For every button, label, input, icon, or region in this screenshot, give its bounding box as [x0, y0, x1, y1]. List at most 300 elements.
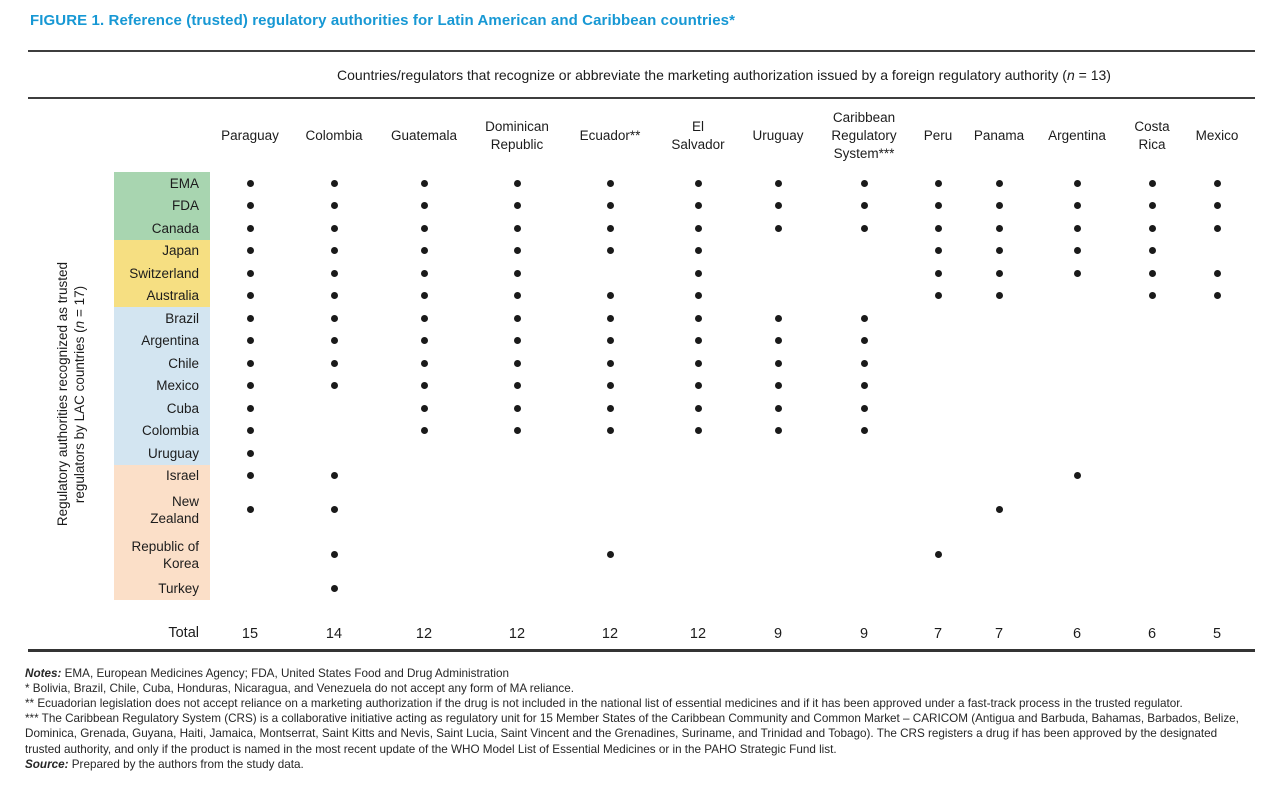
- dot: [695, 292, 702, 299]
- total-value: 7: [933, 625, 943, 642]
- total-value: 5: [1212, 625, 1222, 642]
- dot-cell: [210, 397, 290, 420]
- dot: [247, 405, 254, 412]
- dot-cell: [656, 375, 740, 398]
- empty-cell: [964, 330, 1034, 353]
- dot: [607, 427, 614, 434]
- dot: [514, 405, 521, 412]
- dot: [514, 427, 521, 434]
- table-row-uruguay: [114, 442, 1250, 465]
- dot: [996, 247, 1003, 254]
- table-row-japan: [114, 240, 1250, 263]
- dot: [514, 202, 521, 209]
- dot-cell: [656, 352, 740, 375]
- table-row-argentina: [114, 330, 1250, 353]
- dot-cell: [1034, 172, 1120, 195]
- dot-cell: [656, 307, 740, 330]
- dot-cell: [964, 195, 1034, 218]
- dot-cell: [1184, 217, 1250, 240]
- dot-cell: [1034, 240, 1120, 263]
- dot: [607, 382, 614, 389]
- dot-cell: [1120, 262, 1184, 285]
- empty-cell: [210, 532, 290, 577]
- total-value: 9: [773, 625, 783, 642]
- bottom-rule: [28, 649, 1255, 652]
- empty-cell: [1120, 487, 1184, 532]
- dot-cell: [656, 217, 740, 240]
- dot: [775, 382, 782, 389]
- dot-cell: [470, 262, 564, 285]
- dot: [1149, 202, 1156, 209]
- dot-cell: [564, 330, 656, 353]
- dot: [607, 292, 614, 299]
- empty-cell: [964, 352, 1034, 375]
- dot-cell: [964, 285, 1034, 308]
- empty-cell: [470, 442, 564, 465]
- dot: [1074, 180, 1081, 187]
- dot-cell: [1034, 465, 1120, 488]
- dot-cell: [378, 240, 470, 263]
- dot: [247, 180, 254, 187]
- dot: [331, 360, 338, 367]
- dot: [1149, 247, 1156, 254]
- dot: [775, 337, 782, 344]
- empty-cell: [964, 397, 1034, 420]
- footnote-line: * Bolivia, Brazil, Chile, Cuba, Honduras, Nicaragua, and Venezuela do not accept any form of MA reliance.: [25, 681, 574, 695]
- empty-cell: [470, 577, 564, 600]
- column-header-el-salvador: El Salvador: [671, 118, 725, 152]
- dot-cell: [564, 240, 656, 263]
- table-row-colombia: [114, 420, 1250, 443]
- dot-cell: [1184, 285, 1250, 308]
- dot-cell: [378, 307, 470, 330]
- empty-cell: [1184, 487, 1250, 532]
- empty-cell: [912, 465, 964, 488]
- dot: [331, 506, 338, 513]
- row-label: Mexico: [114, 375, 210, 398]
- dot: [514, 292, 521, 299]
- empty-cell: [1120, 397, 1184, 420]
- dot-cell: [740, 217, 816, 240]
- dot: [695, 427, 702, 434]
- empty-cell: [1184, 330, 1250, 353]
- table-row-australia: [114, 285, 1250, 308]
- dot: [935, 225, 942, 232]
- dot-cell: [564, 397, 656, 420]
- dot: [607, 551, 614, 558]
- dot: [996, 180, 1003, 187]
- empty-cell: [964, 307, 1034, 330]
- dot-cell: [912, 285, 964, 308]
- dot-cell: [964, 217, 1034, 240]
- column-header-mexico: Mexico: [1195, 127, 1239, 143]
- dot-cell: [740, 172, 816, 195]
- dot-cell: [290, 465, 378, 488]
- column-header-guatemala: Guatemala: [390, 127, 458, 143]
- dot-cell: [290, 172, 378, 195]
- empty-cell: [1184, 240, 1250, 263]
- table-row-brazil: [114, 307, 1250, 330]
- dot: [775, 360, 782, 367]
- dot: [331, 337, 338, 344]
- dot-cell: [290, 375, 378, 398]
- column-header-panama: Panama: [973, 127, 1025, 143]
- empty-cell: [740, 285, 816, 308]
- dot: [695, 315, 702, 322]
- dot-cell: [740, 330, 816, 353]
- dot-cell: [816, 352, 912, 375]
- dot-matrix-table: [114, 99, 1250, 649]
- empty-cell: [816, 442, 912, 465]
- dot: [1214, 292, 1221, 299]
- empty-cell: [1120, 352, 1184, 375]
- empty-cell: [1034, 285, 1120, 308]
- dot: [421, 427, 428, 434]
- dot: [775, 427, 782, 434]
- dot: [331, 270, 338, 277]
- empty-cell: [1034, 577, 1120, 600]
- dot: [861, 337, 868, 344]
- dot: [861, 360, 868, 367]
- dot-cell: [210, 442, 290, 465]
- empty-cell: [1120, 465, 1184, 488]
- empty-cell: [1034, 532, 1120, 577]
- dot-cell: [1120, 195, 1184, 218]
- dot-cell: [1120, 240, 1184, 263]
- empty-cell: [912, 487, 964, 532]
- dot: [331, 382, 338, 389]
- empty-cell: [1034, 397, 1120, 420]
- dot-cell: [210, 330, 290, 353]
- empty-cell: [1184, 442, 1250, 465]
- dot: [775, 180, 782, 187]
- dot: [421, 247, 428, 254]
- table-row-switzerland: [114, 262, 1250, 285]
- dot-cell: [210, 375, 290, 398]
- empty-cell: [912, 420, 964, 443]
- empty-cell: [964, 532, 1034, 577]
- empty-cell: [912, 375, 964, 398]
- footnote-prefix: Source:: [25, 757, 69, 771]
- row-label: Switzerland: [114, 262, 210, 285]
- dot-cell: [816, 330, 912, 353]
- dot-cell: [290, 352, 378, 375]
- dot: [861, 427, 868, 434]
- empty-cell: [1184, 420, 1250, 443]
- dot: [996, 202, 1003, 209]
- column-header-paraguay: Paraguay: [221, 127, 279, 143]
- empty-cell: [1120, 330, 1184, 353]
- dot-cell: [378, 330, 470, 353]
- dot-cell: [210, 240, 290, 263]
- dot-cell: [564, 352, 656, 375]
- table-row-turkey: [114, 577, 1250, 600]
- dot: [775, 225, 782, 232]
- empty-cell: [210, 577, 290, 600]
- empty-cell: [564, 465, 656, 488]
- empty-cell: [656, 442, 740, 465]
- column-header-uruguay: Uruguay: [752, 127, 804, 143]
- dot-cell: [210, 262, 290, 285]
- empty-cell: [1120, 307, 1184, 330]
- dot: [1214, 225, 1221, 232]
- dot-matrix-zone: [28, 99, 1255, 649]
- dot: [421, 180, 428, 187]
- empty-cell: [1184, 352, 1250, 375]
- empty-cell: [378, 487, 470, 532]
- dot-cell: [816, 397, 912, 420]
- row-label: Turkey: [114, 577, 210, 600]
- dot: [421, 270, 428, 277]
- footnotes-block: [25, 666, 1255, 772]
- dot-cell: [470, 217, 564, 240]
- dot-cell: [210, 285, 290, 308]
- dot: [1074, 247, 1081, 254]
- dot-cell: [1184, 262, 1250, 285]
- dot-cell: [210, 352, 290, 375]
- dot: [775, 405, 782, 412]
- dot: [861, 382, 868, 389]
- dot: [514, 180, 521, 187]
- empty-cell: [964, 577, 1034, 600]
- row-label: FDA: [114, 195, 210, 218]
- dot-cell: [564, 375, 656, 398]
- dot-cell: [656, 285, 740, 308]
- dot: [1074, 202, 1081, 209]
- empty-cell: [964, 465, 1034, 488]
- dot-cell: [378, 352, 470, 375]
- footnote-line: ** Ecuadorian legislation does not accept reliance on a marketing authorization if the drug is not included in the national list of essential medicines and if it has been approved under a fast-track process in the trusted regulator.: [25, 696, 1183, 710]
- dot: [775, 202, 782, 209]
- table-row-republic-of-korea: [114, 532, 1250, 577]
- dot: [247, 292, 254, 299]
- dot-cell: [564, 307, 656, 330]
- dot: [695, 270, 702, 277]
- dot: [695, 202, 702, 209]
- dot-cell: [470, 420, 564, 443]
- dot-cell: [290, 195, 378, 218]
- dot-cell: [740, 307, 816, 330]
- dot-cell: [740, 375, 816, 398]
- row-label: Argentina: [114, 330, 210, 353]
- total-value: 9: [859, 625, 869, 642]
- empty-cell: [378, 442, 470, 465]
- empty-cell: [740, 262, 816, 285]
- total-value: 6: [1072, 625, 1082, 642]
- empty-cell: [378, 532, 470, 577]
- total-label: Total: [168, 624, 199, 641]
- table-row-israel: [114, 465, 1250, 488]
- empty-cell: [378, 465, 470, 488]
- dot-cell: [1184, 195, 1250, 218]
- dot: [607, 180, 614, 187]
- empty-cell: [378, 577, 470, 600]
- empty-cell: [656, 577, 740, 600]
- empty-cell: [816, 487, 912, 532]
- dot-cell: [656, 420, 740, 443]
- dot: [514, 225, 521, 232]
- dot: [247, 337, 254, 344]
- dot-cell: [564, 195, 656, 218]
- empty-cell: [1034, 375, 1120, 398]
- dot-cell: [290, 285, 378, 308]
- dot: [607, 247, 614, 254]
- dot-cell: [964, 487, 1034, 532]
- dot: [247, 225, 254, 232]
- empty-cell: [470, 532, 564, 577]
- empty-cell: [564, 487, 656, 532]
- dot: [247, 472, 254, 479]
- dot: [1149, 225, 1156, 232]
- total-value: 12: [415, 625, 433, 642]
- dot-cell: [816, 307, 912, 330]
- dot-cell: [656, 172, 740, 195]
- dot: [996, 292, 1003, 299]
- dot: [331, 180, 338, 187]
- empty-cell: [564, 442, 656, 465]
- table-row-mexico: [114, 375, 1250, 398]
- dot-cell: [740, 352, 816, 375]
- empty-cell: [912, 307, 964, 330]
- dot: [514, 315, 521, 322]
- dot: [607, 225, 614, 232]
- dot-cell: [290, 307, 378, 330]
- dot: [935, 247, 942, 254]
- dot: [695, 405, 702, 412]
- dot-cell: [964, 240, 1034, 263]
- dot-cell: [1034, 217, 1120, 240]
- dot: [247, 427, 254, 434]
- dot: [421, 405, 428, 412]
- empty-cell: [816, 577, 912, 600]
- dot-cell: [816, 195, 912, 218]
- dot: [1149, 270, 1156, 277]
- dot: [514, 270, 521, 277]
- dot-cell: [1034, 195, 1120, 218]
- empty-cell: [816, 240, 912, 263]
- dot: [331, 202, 338, 209]
- row-label: Canada: [114, 217, 210, 240]
- empty-cell: [1184, 375, 1250, 398]
- dot: [331, 292, 338, 299]
- footnote-line: Source: Prepared by the authors from the study data.: [25, 757, 304, 771]
- dot-cell: [378, 217, 470, 240]
- dot-cell: [564, 172, 656, 195]
- dot-cell: [470, 172, 564, 195]
- dot-cell: [378, 420, 470, 443]
- row-label: Japan: [114, 240, 210, 263]
- dot-cell: [912, 217, 964, 240]
- dot-cell: [1184, 172, 1250, 195]
- dot-cell: [1120, 217, 1184, 240]
- empty-cell: [912, 397, 964, 420]
- dot-cell: [564, 532, 656, 577]
- dot: [421, 315, 428, 322]
- row-label: Cuba: [114, 397, 210, 420]
- dot-cell: [816, 217, 912, 240]
- dot: [1149, 180, 1156, 187]
- dot-cell: [290, 577, 378, 600]
- dot-cell: [1120, 285, 1184, 308]
- dot: [695, 337, 702, 344]
- dot: [695, 247, 702, 254]
- empty-cell: [1034, 330, 1120, 353]
- dot: [996, 225, 1003, 232]
- dot: [1214, 180, 1221, 187]
- dot: [247, 202, 254, 209]
- dot-cell: [656, 195, 740, 218]
- dot-cell: [290, 262, 378, 285]
- dot: [935, 180, 942, 187]
- empty-cell: [290, 420, 378, 443]
- empty-cell: [290, 442, 378, 465]
- empty-cell: [912, 442, 964, 465]
- empty-cell: [1120, 532, 1184, 577]
- row-label: Colombia: [114, 420, 210, 443]
- column-header-colombia: Colombia: [305, 127, 363, 143]
- dot: [331, 551, 338, 558]
- empty-cell: [1184, 397, 1250, 420]
- matrix-body: [114, 172, 1250, 600]
- dot: [1074, 270, 1081, 277]
- dot: [607, 360, 614, 367]
- total-value: 14: [325, 625, 343, 642]
- column-header-dominican-republic: Dominican Republic: [485, 118, 549, 152]
- dot: [247, 270, 254, 277]
- empty-cell: [1034, 442, 1120, 465]
- dot: [247, 360, 254, 367]
- dot-cell: [656, 262, 740, 285]
- dot: [607, 202, 614, 209]
- dot: [1214, 270, 1221, 277]
- empty-cell: [912, 577, 964, 600]
- empty-cell: [1034, 420, 1120, 443]
- dot-cell: [378, 285, 470, 308]
- empty-cell: [740, 442, 816, 465]
- dot-cell: [740, 195, 816, 218]
- row-label: Republic of Korea: [114, 532, 210, 577]
- empty-cell: [1034, 307, 1120, 330]
- dot-cell: [470, 307, 564, 330]
- dot-cell: [290, 487, 378, 532]
- dot-cell: [210, 195, 290, 218]
- empty-cell: [1120, 577, 1184, 600]
- dot: [421, 225, 428, 232]
- empty-cell: [1120, 375, 1184, 398]
- column-header-row: [114, 99, 1250, 172]
- dot-cell: [964, 172, 1034, 195]
- dot: [1149, 292, 1156, 299]
- dot-cell: [470, 352, 564, 375]
- empty-cell: [740, 577, 816, 600]
- dot-cell: [470, 397, 564, 420]
- dot: [775, 315, 782, 322]
- table-row-fda: [114, 195, 1250, 218]
- dot-cell: [912, 195, 964, 218]
- dot: [1074, 225, 1081, 232]
- table-row-cuba: [114, 397, 1250, 420]
- dot: [247, 506, 254, 513]
- dot-cell: [912, 240, 964, 263]
- dot-cell: [912, 172, 964, 195]
- dot: [996, 506, 1003, 513]
- dot-cell: [210, 465, 290, 488]
- empty-cell: [1184, 307, 1250, 330]
- empty-cell: [656, 487, 740, 532]
- dot: [607, 315, 614, 322]
- empty-cell: [1120, 442, 1184, 465]
- empty-cell: [740, 240, 816, 263]
